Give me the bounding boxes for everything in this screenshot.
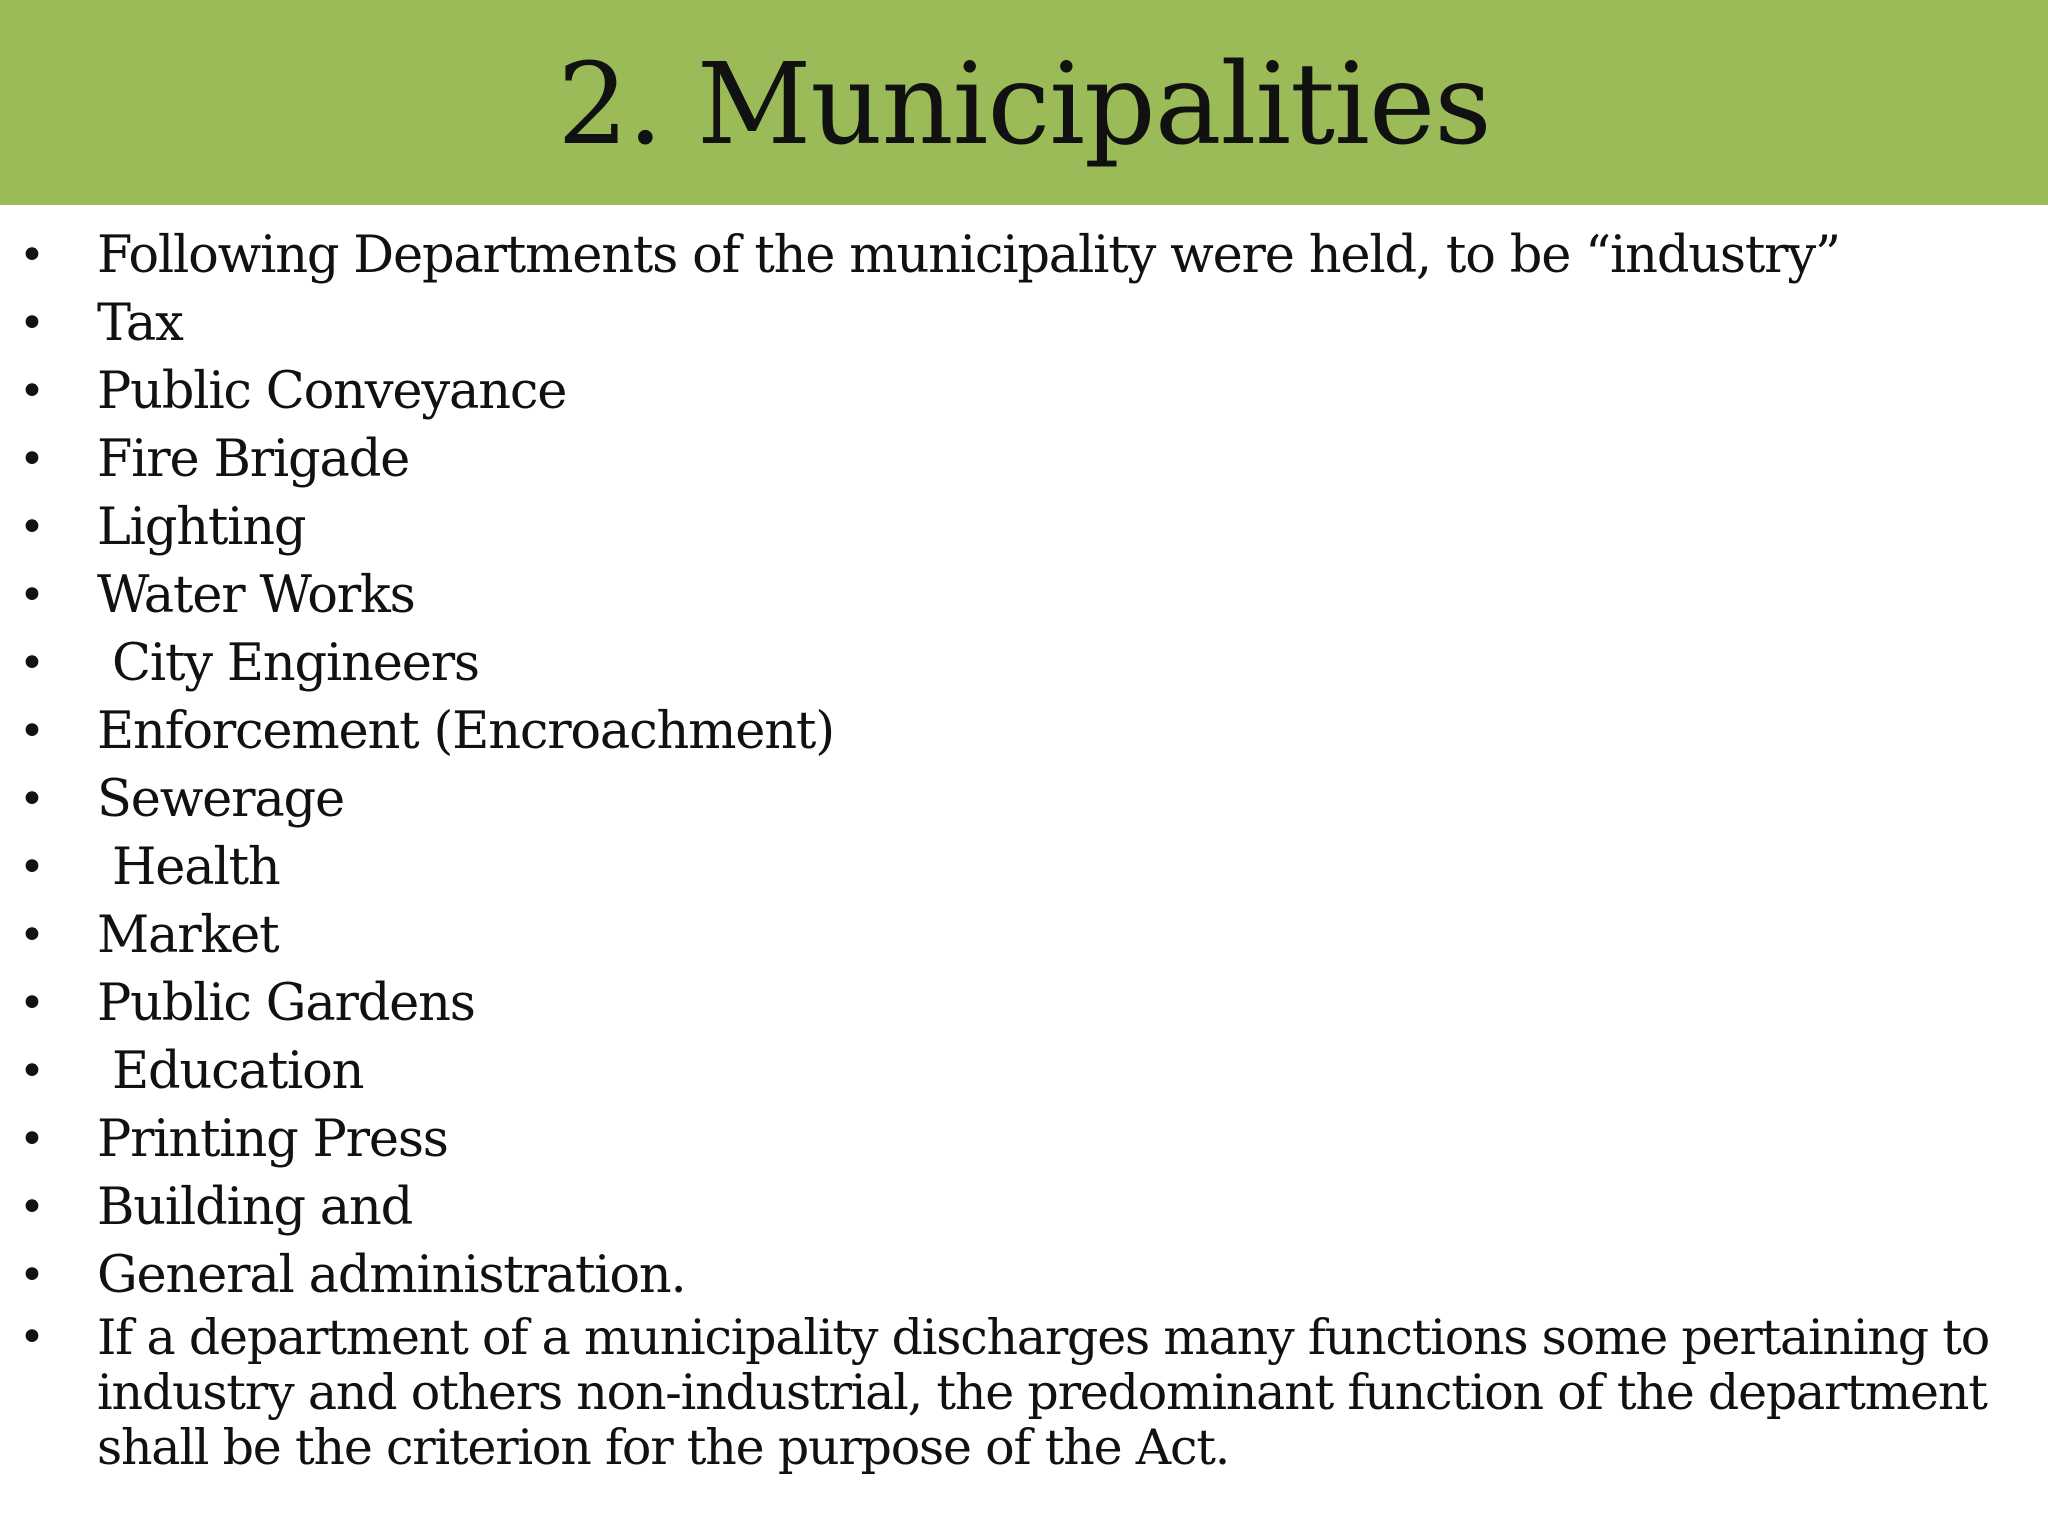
bullet-icon: •: [19, 910, 44, 961]
bullet-list: [0, 222, 2048, 1475]
list-item: [0, 970, 2048, 1038]
bullet-icon: •: [19, 638, 44, 689]
list-item-text: Sewerage: [97, 770, 344, 829]
list-item: [0, 494, 2048, 562]
list-item-text: Public Conveyance: [97, 362, 567, 421]
list-item-text: If a department of a municipality discharges many functions some pertaining to industry and others non-industrial, the predominant function of the department shall be the criterion for the purpose of the Act.: [97, 1309, 1990, 1476]
list-item-text: General administration.: [97, 1246, 686, 1305]
bullet-icon: •: [19, 434, 44, 485]
bullet-icon: •: [19, 1182, 44, 1233]
list-item: [0, 1310, 2048, 1475]
list-item-text: Public Gardens: [97, 974, 475, 1033]
list-item-text: Market: [97, 906, 279, 965]
list-item: [0, 1174, 2048, 1242]
bullet-icon: •: [19, 502, 44, 553]
bullet-icon: •: [19, 1114, 44, 1165]
list-item-text: City Engineers: [97, 634, 479, 693]
bullet-icon: •: [19, 298, 44, 349]
list-item: [0, 358, 2048, 426]
bullet-icon: •: [19, 842, 44, 893]
list-item: [0, 766, 2048, 834]
list-item-text: Health: [97, 838, 280, 897]
list-item-text: Lighting: [97, 498, 306, 557]
list-item-text: Fire Brigade: [97, 430, 410, 489]
list-item: [0, 630, 2048, 698]
list-item-text: Building and: [97, 1178, 413, 1237]
list-item: [0, 902, 2048, 970]
list-item: [0, 1242, 2048, 1310]
list-item-text: Enforcement (Encroachment): [97, 702, 834, 761]
bullet-icon: •: [19, 570, 44, 621]
list-item-text: Water Works: [97, 566, 415, 625]
slide-content: [0, 222, 2048, 1475]
bullet-icon: •: [19, 706, 44, 757]
bullet-icon: •: [19, 366, 44, 417]
list-item: [0, 1038, 2048, 1106]
list-item-text: Printing Press: [97, 1110, 448, 1169]
list-item: [0, 698, 2048, 766]
title-bar: [0, 0, 2048, 205]
list-item-text: Tax: [97, 294, 183, 353]
bullet-icon: •: [19, 1250, 44, 1301]
list-item: [0, 562, 2048, 630]
bullet-icon: •: [19, 1312, 44, 1363]
list-item: [0, 834, 2048, 902]
list-item: [0, 290, 2048, 358]
list-item: [0, 222, 2048, 290]
bullet-icon: •: [19, 1046, 44, 1097]
slide-title: 2. Municipalities: [557, 39, 1491, 170]
bullet-icon: •: [19, 978, 44, 1029]
list-item: [0, 426, 2048, 494]
list-item: [0, 1106, 2048, 1174]
bullet-icon: •: [19, 230, 44, 281]
list-item-text: Education: [97, 1042, 364, 1101]
bullet-icon: •: [19, 774, 44, 825]
list-item-text: Following Departments of the municipality were held, to be “industry”: [97, 226, 1840, 285]
